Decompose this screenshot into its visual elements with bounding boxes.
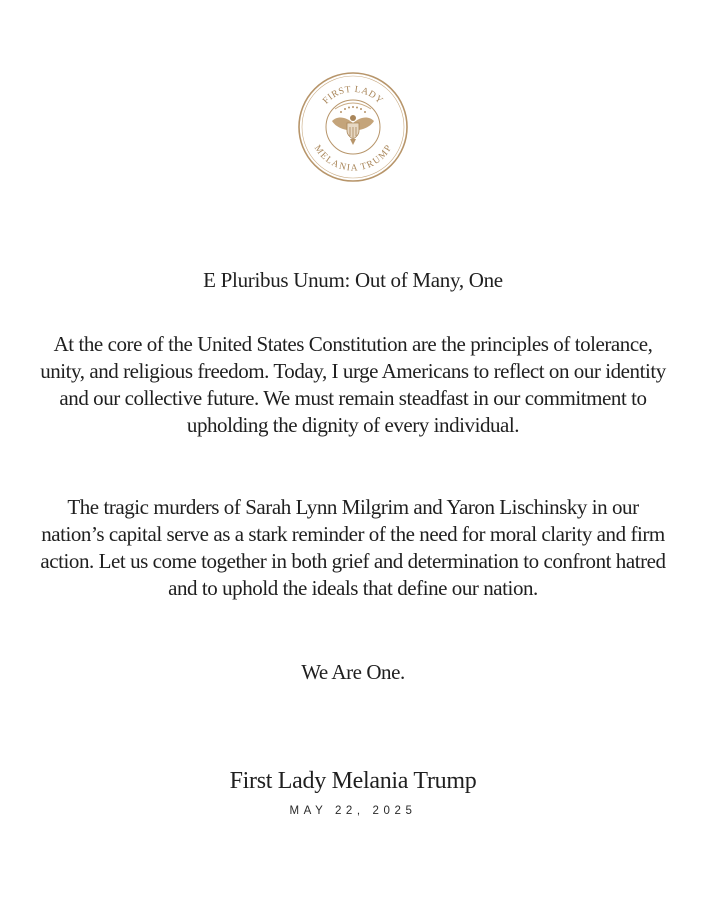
letter-paragraph-2: The tragic murders of Sarah Lynn Milgrim and Yaron Lischinsky in our nation’s capital serve as a stark reminder of the need for moral clarity and firm action. Let us come together in both grief and determination to confront hatred and to uphold the ideals that define our nation. [40, 495, 666, 600]
signature: First Lady Melania Trump [229, 768, 477, 794]
letter-heading: E Pluribus Unum: Out of Many, One [203, 268, 503, 292]
seal-bottom-text: MELANIA TRUMP [311, 143, 395, 174]
seal-top-text: FIRST LADY [321, 84, 385, 107]
first-lady-seal [297, 71, 409, 183]
letter-paragraph-1: At the core of the United States Constitution are the principles of tolerance, unity, and religious freedom. Today, I urge Americans to reflect on our identity and our collective future. We must remain steadfast in our commitment to upholding the dignity of every individual. [40, 332, 666, 437]
letter-closing: We Are One. [301, 660, 405, 684]
presidential-eagle-seal-icon [297, 71, 409, 183]
date: MAY 22, 2025 [289, 805, 417, 817]
